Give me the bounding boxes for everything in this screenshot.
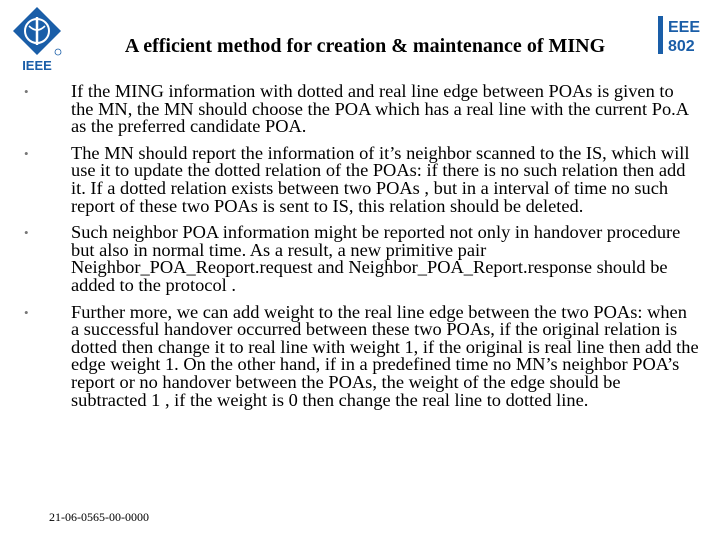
ieee-802-logo-line2: 802 (668, 38, 695, 55)
ieee-802-logo (656, 14, 704, 56)
bullet-item (24, 224, 699, 294)
ieee-802-logo-line1: EEE (668, 19, 701, 36)
bullet-icon: • (24, 304, 29, 320)
slide-title: A efficient method for creation & maintenance of MING (124, 35, 606, 57)
bullet-text: If the MING information with dotted and real line edge between POAs is given to the MN, the MN should choose the POA which has a real line with the current Po.A as the preferred candidate POA. (71, 81, 689, 137)
bullet-icon: • (24, 145, 29, 161)
document-number: 21-06-0565-00-0000 (49, 510, 149, 524)
bullet-icon: • (24, 225, 29, 241)
bullet-item (24, 83, 699, 136)
bullet-text: The MN should report the information of it’s neighbor scanned to the IS, which will use it to update the dotted relation of the POAs: if there is no such relation then add it. If a dotted relation exists between two POAs , but in a interval of time no such report of these two POAs is sent to IS, this relation should be deleted. (71, 142, 690, 216)
bullet-text: Further more, we can add weight to the real line edge between the two POAs: when a successful handover occurred between these two POAs, if the original relation is dotted then change it to real line with weight 1, if the original is real line then add the edge weight 1. On the other hand, if in a predefined time no MN’s neighbor POA’s report or no handover between the POAs, the weight of the edge should be subtracted 1 , if the weight is 0 then change the real line to dotted line. (71, 301, 699, 410)
bullet-item (24, 142, 699, 216)
ieee-logo (6, 4, 68, 74)
ieee-logo-text: IEEE (22, 58, 52, 73)
bullet-list (24, 83, 699, 418)
bullet-icon: • (24, 84, 29, 99)
bullet-text: Such neighbor POA information might be reported not only in handover procedure but also in normal time. As a result, a new primitive pair Neighbor_POA_Reoport.request and Neighbor_POA_Report.response should be added to the protocol . (71, 222, 681, 295)
bullet-item (24, 301, 699, 410)
